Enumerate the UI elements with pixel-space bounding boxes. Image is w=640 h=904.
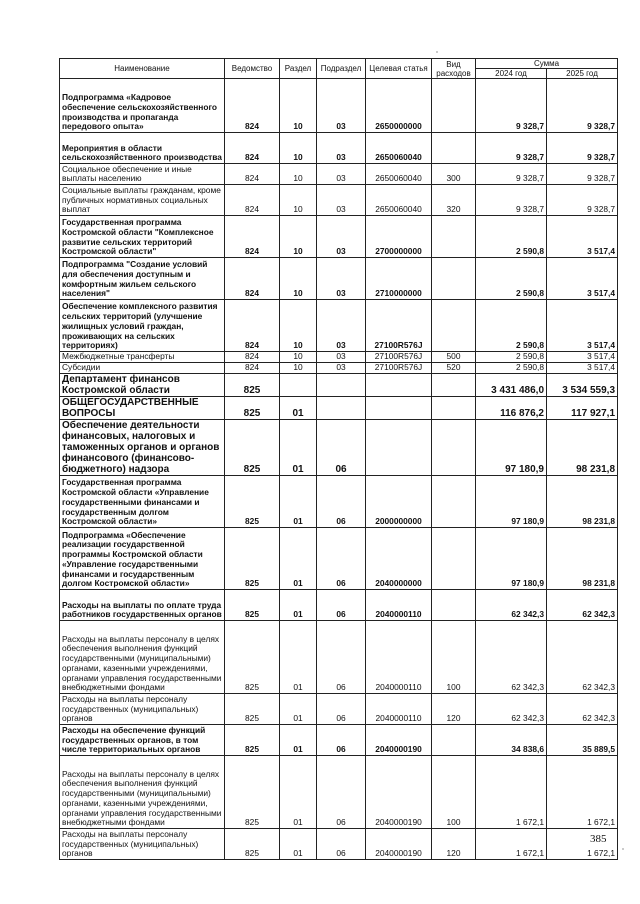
row-sum-2025: 9 328,7 (547, 185, 618, 216)
row-podrazdel: 03 (317, 300, 366, 352)
table-row (60, 216, 618, 258)
row-razdel: 10 (280, 258, 317, 300)
row-podrazdel: 03 (317, 363, 366, 374)
row-vid (432, 133, 476, 164)
row-razdel: 01 (280, 829, 317, 860)
table-row (60, 590, 618, 621)
table-body (60, 79, 618, 860)
row-vid (432, 590, 476, 621)
row-razdel: 01 (280, 476, 317, 528)
header-year-2025: 2025 год (547, 69, 618, 79)
row-ved: 824 (225, 185, 280, 216)
row-vid: 320 (432, 185, 476, 216)
row-name: Расходы на выплаты персоналу государственных (муниципальных) органов (60, 694, 225, 725)
row-vid: 100 (432, 756, 476, 829)
row-name: ОБЩЕГОСУДАРСТВЕННЫЕ ВОПРОСЫ (60, 397, 225, 420)
table-row (60, 164, 618, 185)
table-row (60, 352, 618, 363)
row-celevaya: 2040000000 (366, 528, 432, 590)
row-name: Подпрограмма «Обеспечение реализации государственной программы Костромской области «Управление государственными финансами и государственным долгом Костромской области» (60, 528, 225, 590)
row-ved: 824 (225, 300, 280, 352)
row-sum-2025: 3 534 559,3 (547, 374, 618, 397)
row-name: Межбюджетные трансферты (60, 352, 225, 363)
row-ved: 824 (225, 133, 280, 164)
row-sum-2025: 1 672,1 (547, 756, 618, 829)
row-podrazdel: 03 (317, 216, 366, 258)
row-razdel: 10 (280, 300, 317, 352)
row-sum-2024: 116 876,2 (476, 397, 547, 420)
row-name: Социальное обеспечение и иные выплаты населению (60, 164, 225, 185)
row-razdel: 01 (280, 528, 317, 590)
row-sum-2024: 9 328,7 (476, 133, 547, 164)
row-vid (432, 258, 476, 300)
row-name: Государственная программа Костромской области "Комплексное развитие сельских территорий Костромской области" (60, 216, 225, 258)
row-podrazdel: 06 (317, 420, 366, 476)
row-podrazdel (317, 397, 366, 420)
row-razdel: 10 (280, 133, 317, 164)
header-celevaya: Целевая статья (366, 59, 432, 79)
table-row (60, 300, 618, 352)
row-vid (432, 79, 476, 133)
row-ved: 825 (225, 756, 280, 829)
row-name: Подпрограмма "Создание условий для обеспечения доступным и комфортным жильем сельского населения" (60, 258, 225, 300)
row-podrazdel: 03 (317, 79, 366, 133)
row-razdel: 10 (280, 363, 317, 374)
row-razdel: 01 (280, 590, 317, 621)
page-number: 385 (590, 833, 607, 845)
row-name: Расходы на выплаты по оплате труда работников государственных органов (60, 590, 225, 621)
table-row (60, 621, 618, 694)
row-razdel: 01 (280, 725, 317, 756)
row-podrazdel: 06 (317, 829, 366, 860)
row-razdel: 01 (280, 621, 317, 694)
row-sum-2024: 62 342,3 (476, 621, 547, 694)
row-vid (432, 420, 476, 476)
row-celevaya: 2040000110 (366, 621, 432, 694)
row-sum-2025: 3 517,4 (547, 363, 618, 374)
row-name: Мероприятия в области сельскохозяйственного производства (60, 133, 225, 164)
row-podrazdel: 03 (317, 258, 366, 300)
row-celevaya: 2040000110 (366, 694, 432, 725)
table-row (60, 374, 618, 397)
row-celevaya: 2650060040 (366, 133, 432, 164)
header-razdel: Раздел (280, 59, 317, 79)
table-row (60, 829, 618, 860)
row-podrazdel: 06 (317, 694, 366, 725)
row-ved: 825 (225, 725, 280, 756)
row-podrazdel: 03 (317, 164, 366, 185)
row-celevaya: 2040000190 (366, 725, 432, 756)
table-row (60, 258, 618, 300)
table-row (60, 694, 618, 725)
row-name: Социальные выплаты гражданам, кроме публичных нормативных социальных выплат (60, 185, 225, 216)
scan-speck (436, 51, 438, 53)
row-podrazdel: 06 (317, 476, 366, 528)
row-ved: 825 (225, 829, 280, 860)
row-podrazdel: 03 (317, 133, 366, 164)
row-razdel: 01 (280, 397, 317, 420)
row-razdel: 01 (280, 420, 317, 476)
table-row (60, 185, 618, 216)
row-vid (432, 300, 476, 352)
row-celevaya: 2650060040 (366, 164, 432, 185)
row-vid: 500 (432, 352, 476, 363)
row-celevaya: 2000000000 (366, 476, 432, 528)
header-vid: Вид расходов (432, 59, 476, 79)
row-sum-2024: 2 590,8 (476, 216, 547, 258)
row-sum-2025: 3 517,4 (547, 352, 618, 363)
row-vid: 300 (432, 164, 476, 185)
row-podrazdel: 06 (317, 725, 366, 756)
row-sum-2025: 98 231,8 (547, 420, 618, 476)
row-sum-2025: 3 517,4 (547, 216, 618, 258)
table-row (60, 756, 618, 829)
row-sum-2025: 9 328,7 (547, 133, 618, 164)
row-name: Государственная программа Костромской области «Управление государственными финансами и государственным долгом Костромской области» (60, 476, 225, 528)
row-name: Расходы на выплаты персоналу государственных (муниципальных) органов (60, 829, 225, 860)
row-name: Обеспечение деятельности финансовых, налоговых и таможенных органов и органов финансового (финансово-бюджетного) надзора (60, 420, 225, 476)
row-vid (432, 476, 476, 528)
row-sum-2024: 34 838,6 (476, 725, 547, 756)
table-row (60, 133, 618, 164)
row-razdel: 10 (280, 79, 317, 133)
row-sum-2025: 98 231,8 (547, 528, 618, 590)
row-celevaya: 2040000190 (366, 829, 432, 860)
row-podrazdel: 03 (317, 352, 366, 363)
header-year-2024: 2024 год (476, 69, 547, 79)
header-ved: Ведомство (225, 59, 280, 79)
row-vid: 120 (432, 829, 476, 860)
row-razdel: 10 (280, 185, 317, 216)
row-razdel: 10 (280, 164, 317, 185)
row-sum-2025: 117 927,1 (547, 397, 618, 420)
row-podrazdel: 06 (317, 621, 366, 694)
row-podrazdel: 03 (317, 185, 366, 216)
row-sum-2024: 2 590,8 (476, 352, 547, 363)
row-ved: 825 (225, 590, 280, 621)
row-celevaya (366, 420, 432, 476)
header-row (60, 59, 618, 69)
row-sum-2025: 3 517,4 (547, 258, 618, 300)
row-sum-2025: 62 342,3 (547, 621, 618, 694)
row-celevaya: 2040000190 (366, 756, 432, 829)
row-celevaya: 2650000000 (366, 79, 432, 133)
row-razdel: 01 (280, 694, 317, 725)
row-sum-2024: 2 590,8 (476, 363, 547, 374)
header-podrazdel: Подраздел (317, 59, 366, 79)
row-sum-2024: 9 328,7 (476, 79, 547, 133)
row-ved: 825 (225, 374, 280, 397)
budget-page (59, 58, 618, 860)
row-ved: 824 (225, 363, 280, 374)
row-sum-2025: 1 672,1 (547, 829, 618, 860)
row-celevaya: 27100R576J (366, 363, 432, 374)
row-celevaya: 2700000000 (366, 216, 432, 258)
row-vid (432, 374, 476, 397)
row-vid (432, 725, 476, 756)
row-celevaya: 27100R576J (366, 352, 432, 363)
scan-speck (622, 848, 624, 850)
row-celevaya: 2710000000 (366, 258, 432, 300)
row-vid: 520 (432, 363, 476, 374)
table-row (60, 79, 618, 133)
row-ved: 824 (225, 352, 280, 363)
row-ved: 824 (225, 258, 280, 300)
row-vid: 120 (432, 694, 476, 725)
row-podrazdel (317, 374, 366, 397)
row-celevaya: 27100R576J (366, 300, 432, 352)
table-row (60, 528, 618, 590)
row-name: Обеспечение комплексного развития сельских территорий (улучшение жилищных условий граждан, проживающих на сельских территориях) (60, 300, 225, 352)
row-ved: 825 (225, 621, 280, 694)
row-sum-2024: 3 431 486,0 (476, 374, 547, 397)
row-vid (432, 216, 476, 258)
row-sum-2024: 9 328,7 (476, 185, 547, 216)
row-celevaya (366, 397, 432, 420)
row-name: Расходы на обеспечение функций государственных органов, в том числе территориальных органов (60, 725, 225, 756)
row-sum-2024: 97 180,9 (476, 528, 547, 590)
row-name: Расходы на выплаты персоналу в целях обеспечения выполнения функций государственными (муниципальными) органами, казенными учреждениями, органами управления государственными внебюджетными фондами (60, 621, 225, 694)
row-celevaya (366, 374, 432, 397)
row-sum-2024: 2 590,8 (476, 300, 547, 352)
row-sum-2025: 9 328,7 (547, 79, 618, 133)
row-ved: 825 (225, 476, 280, 528)
row-sum-2025: 62 342,3 (547, 694, 618, 725)
row-sum-2024: 62 342,3 (476, 590, 547, 621)
row-sum-2024: 1 672,1 (476, 829, 547, 860)
row-podrazdel: 06 (317, 590, 366, 621)
row-ved: 824 (225, 164, 280, 185)
row-sum-2024: 62 342,3 (476, 694, 547, 725)
row-ved: 824 (225, 79, 280, 133)
row-ved: 824 (225, 216, 280, 258)
row-sum-2025: 9 328,7 (547, 164, 618, 185)
row-name: Расходы на выплаты персоналу в целях обеспечения выполнения функций государственными (муниципальными) органами, казенными учреждениями, органами управления государственными внебюджетными фондами (60, 756, 225, 829)
row-sum-2025: 62 342,3 (547, 590, 618, 621)
row-sum-2025: 98 231,8 (547, 476, 618, 528)
header-name: Наименование (60, 59, 225, 79)
header-summa: Сумма (476, 59, 618, 69)
row-vid (432, 528, 476, 590)
table-row (60, 363, 618, 374)
row-name: Субсидии (60, 363, 225, 374)
row-ved: 825 (225, 694, 280, 725)
row-ved: 825 (225, 397, 280, 420)
row-ved: 825 (225, 420, 280, 476)
row-razdel: 10 (280, 352, 317, 363)
row-razdel (280, 374, 317, 397)
row-name: Департамент финансов Костромской области (60, 374, 225, 397)
row-sum-2024: 2 590,8 (476, 258, 547, 300)
row-razdel: 10 (280, 216, 317, 258)
row-celevaya: 2040000110 (366, 590, 432, 621)
row-celevaya: 2650060040 (366, 185, 432, 216)
table-row (60, 420, 618, 476)
row-sum-2024: 97 180,9 (476, 420, 547, 476)
row-sum-2024: 1 672,1 (476, 756, 547, 829)
budget-table (59, 58, 618, 860)
row-vid (432, 397, 476, 420)
row-ved: 825 (225, 528, 280, 590)
row-podrazdel: 06 (317, 528, 366, 590)
table-row (60, 725, 618, 756)
table-row (60, 476, 618, 528)
row-sum-2025: 35 889,5 (547, 725, 618, 756)
row-sum-2024: 9 328,7 (476, 164, 547, 185)
table-row (60, 397, 618, 420)
row-sum-2024: 97 180,9 (476, 476, 547, 528)
row-vid: 100 (432, 621, 476, 694)
row-razdel: 01 (280, 756, 317, 829)
row-sum-2025: 3 517,4 (547, 300, 618, 352)
row-name: Подпрограмма «Кадровое обеспечение сельскохозяйственного производства и пропаганда передового опыта» (60, 79, 225, 133)
row-podrazdel: 06 (317, 756, 366, 829)
